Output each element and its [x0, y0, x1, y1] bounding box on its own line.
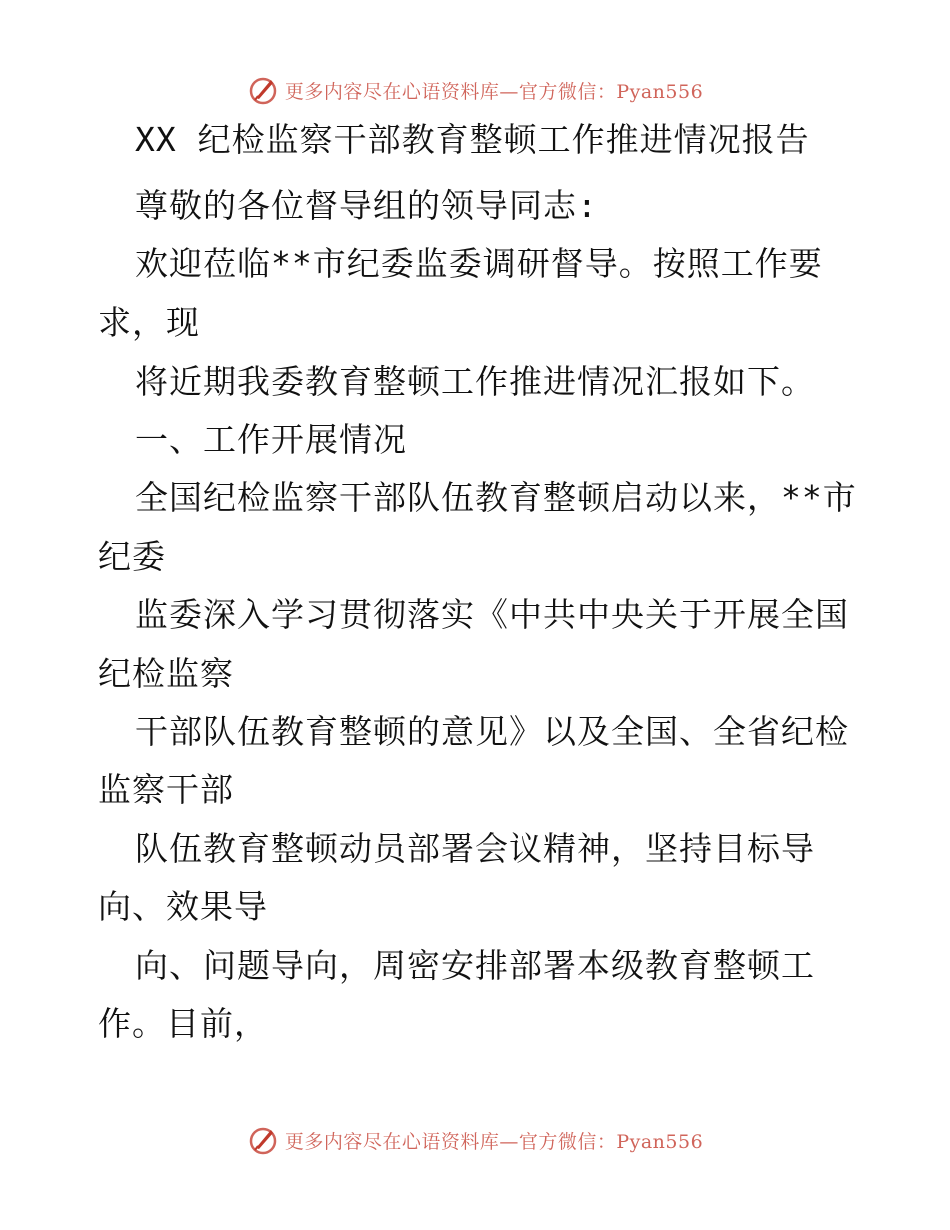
- paragraph-line: 监委深入学习贯彻落实《中共中央关于开展全国: [135, 595, 849, 634]
- watermark-footer: [0, 1120, 950, 1160]
- quill-logo-icon: [247, 74, 279, 106]
- paragraph-line: 全国纪检监察干部队伍教育整顿启动以来，**市: [135, 478, 857, 517]
- watermark-header: [0, 70, 950, 110]
- section-heading: 一、工作开展情况: [135, 420, 407, 459]
- paragraph-line: 作。目前，: [98, 1004, 268, 1043]
- paragraph-line: 纪委: [98, 537, 166, 576]
- watermark-text: 更多内容尽在心语资料库—官方微信：Pyan556: [284, 80, 704, 103]
- paragraph-line: 向、问题导向，周密安排部署本级教育整顿工: [135, 946, 815, 985]
- paragraph-line: 向、效果导: [98, 887, 268, 926]
- paragraph-line: 队伍教育整顿动员部署会议精神，坚持目标导: [135, 829, 815, 868]
- paragraph-line: 监察干部: [98, 770, 234, 809]
- paragraph-line: 将近期我委教育整顿工作推进情况汇报如下。: [135, 362, 815, 401]
- watermark-text: 更多内容尽在心语资料库—官方微信：Pyan556: [284, 1130, 704, 1153]
- paragraph-line: 欢迎莅临**市纪委监委调研督导。按照工作要: [135, 244, 823, 283]
- paragraph-line: 干部队伍教育整顿的意见》以及全国、全省纪检: [135, 712, 849, 751]
- paragraph-line: 纪检监察: [98, 654, 234, 693]
- salutation: 尊敬的各位督导组的领导同志:: [135, 186, 598, 225]
- paragraph-line: 求，现: [98, 303, 200, 342]
- report-title: XX 纪检监察干部教育整顿工作推进情况报告: [135, 120, 810, 159]
- quill-logo-icon: [247, 1124, 279, 1156]
